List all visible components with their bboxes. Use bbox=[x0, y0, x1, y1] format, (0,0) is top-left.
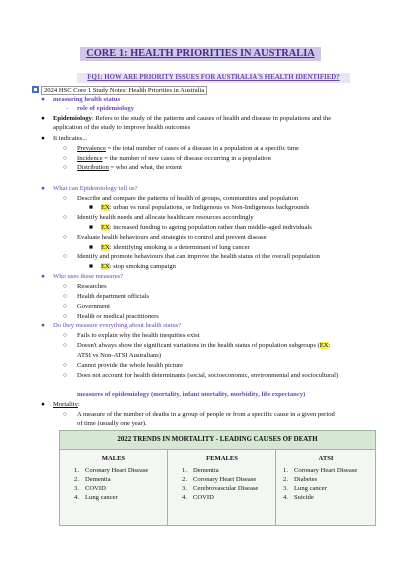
tell-us-item: Identify health needs and allocate healthcare resources accordingly bbox=[77, 214, 254, 221]
bullet: ○ bbox=[63, 313, 67, 320]
females-column bbox=[167, 450, 276, 525]
limitation-item: Cannot provide the whole health picture bbox=[77, 362, 184, 369]
incidence-item bbox=[77, 155, 271, 164]
column-heading: FEMALES bbox=[206, 455, 238, 462]
cause-text: Suicide bbox=[294, 494, 314, 501]
limitation-item: Does not account for health determinants (social, socioeconomic, environmental and sociocultural) bbox=[77, 372, 339, 379]
incidence-text: = the number of new cases of disease occurring in a population bbox=[102, 155, 271, 162]
list-item: 3. Cerebrovascular Disease bbox=[182, 485, 259, 492]
bullet: ● bbox=[41, 322, 45, 329]
bullet: ● bbox=[41, 115, 45, 122]
list-item: 3. Lung cancer bbox=[283, 485, 327, 492]
example-text: : stop smoking campaign bbox=[109, 263, 176, 270]
list-item: 4. COVID bbox=[182, 494, 214, 501]
bullet: ○ bbox=[63, 164, 67, 171]
table-heading: 2022 TRENDS IN MORTALITY - LEADING CAUSES OF DEATH bbox=[60, 431, 375, 450]
ex-label: EX bbox=[319, 342, 329, 349]
cause-text: COVID bbox=[193, 494, 214, 501]
bullet: ○ bbox=[63, 234, 67, 241]
page-title: CORE 1: HEALTH PRIORITIES IN AUSTRALIA bbox=[80, 47, 321, 61]
subheading-measures: measures of epidemiology (mortality, infant mortality, morbidity, life expectancy) bbox=[77, 391, 306, 398]
bullet: ○ bbox=[63, 145, 67, 152]
ex-label: EX bbox=[101, 204, 110, 211]
bullet: ○ bbox=[63, 362, 67, 369]
subheading-role: role of epidemiology bbox=[77, 105, 135, 112]
incidence-term: Incidence bbox=[77, 155, 103, 162]
list-item: 2. Coronary Heart Disease bbox=[182, 476, 257, 483]
bullet: ○ bbox=[63, 214, 67, 221]
cause-text: COVID bbox=[85, 485, 106, 492]
cause-list bbox=[276, 466, 357, 502]
mortality-trends-table bbox=[59, 430, 376, 526]
who-uses-item: Health or medical practitioners bbox=[77, 313, 159, 320]
example-item bbox=[101, 224, 312, 233]
tell-us-item: Evaluate health behaviours and strategies to control and prevent disease bbox=[77, 234, 267, 241]
example-item bbox=[101, 244, 250, 253]
bullet: ○ bbox=[63, 293, 67, 300]
focus-question: FQ1: HOW ARE PRIORITY ISSUES FOR AUSTRALIA'S HEALTH IDENTIFIED? bbox=[77, 73, 350, 83]
cause-text: Dementia bbox=[193, 467, 219, 474]
bullet: ● bbox=[41, 401, 45, 408]
bullet: ■ bbox=[89, 224, 93, 231]
males-column bbox=[60, 450, 167, 525]
cause-text: Lung cancer bbox=[85, 494, 118, 501]
prevalence-term: Prevalence bbox=[77, 145, 106, 152]
mortality-term: Mortality bbox=[53, 401, 78, 408]
bullet: ● bbox=[41, 96, 45, 103]
section-heading-tell-us: What can Epidemiology tell us? bbox=[53, 185, 138, 192]
distribution-item bbox=[77, 164, 182, 173]
bullet: ○ bbox=[63, 253, 67, 260]
list-item: 2. Diabetes bbox=[283, 476, 318, 483]
limitation-text: : bbox=[328, 342, 331, 349]
ex-label: EX bbox=[101, 224, 110, 231]
prevalence-text: = the total number of cases of a disease in a population at a specific time bbox=[105, 145, 299, 152]
list-item: 3. COVID bbox=[74, 485, 106, 492]
ex-label: EX bbox=[101, 263, 110, 270]
bullet: ○ bbox=[63, 372, 67, 379]
cause-list bbox=[60, 466, 148, 502]
epidemiology-definition bbox=[53, 115, 331, 124]
column-heading: MALES bbox=[101, 455, 126, 462]
bullet: ○ bbox=[63, 411, 67, 418]
bullet: ○ bbox=[63, 283, 67, 290]
mortality-definition: A measure of the number of deaths in a group of people or from a specific cause in a given period bbox=[77, 411, 335, 418]
bullet: ● bbox=[41, 273, 45, 280]
bullet: ○ bbox=[63, 155, 67, 162]
list-item: 4. Suicide bbox=[283, 494, 314, 501]
list-item: 1. Coronary Heart Disease bbox=[283, 467, 358, 474]
who-uses-item: Researches bbox=[77, 283, 107, 290]
cause-text: Dementia bbox=[85, 476, 111, 483]
document-link-icon bbox=[32, 86, 39, 93]
who-uses-item: Government bbox=[77, 303, 110, 310]
bullet: ○ bbox=[63, 195, 67, 202]
definition-text-cont: application of the study to improve health outcomes bbox=[53, 124, 191, 131]
mortality-term-line bbox=[53, 401, 80, 410]
bullet: ■ bbox=[89, 263, 93, 270]
list-item: 2. Dementia bbox=[74, 476, 111, 483]
cause-text: Cerebrovascular Disease bbox=[193, 485, 259, 492]
limitation-text-cont: ATSI vs Non-ATSI Australians) bbox=[77, 352, 162, 359]
example-text: : increased funding to ageing population rather than middle-aged individuals bbox=[109, 224, 312, 231]
mortality-colon: : bbox=[77, 401, 80, 408]
prevalence-item bbox=[77, 145, 299, 154]
atsi-column bbox=[275, 450, 376, 525]
reference-chip[interactable]: 2024 HSC Core 1 Study Notes: Health Priorities in Australia bbox=[41, 86, 207, 95]
bullet: ○ bbox=[63, 303, 67, 310]
ex-label: EX bbox=[101, 244, 110, 251]
who-uses-item: Health department officials bbox=[77, 293, 150, 300]
cause-text: Diabetes bbox=[294, 476, 318, 483]
bullet: ○ bbox=[63, 342, 67, 349]
indicates-text: It indicates... bbox=[53, 135, 88, 142]
tell-us-item: Describe and compare the patterns of health of groups, communities and population bbox=[77, 195, 299, 202]
example-item bbox=[101, 204, 309, 213]
limitation-item: Fails to explain why the health inequities exist bbox=[77, 332, 200, 339]
cause-text: Lung cancer bbox=[294, 485, 327, 492]
definition-text: : Refers to the study of the patterns and causes of health and disease in populations and the bbox=[91, 115, 332, 122]
section-heading-who-uses: Who uses these measures? bbox=[53, 273, 124, 280]
cause-text: Coronary Heart Disease bbox=[85, 467, 149, 474]
section-heading-measuring: measuring health status bbox=[53, 96, 121, 103]
bullet: ○ bbox=[63, 332, 67, 339]
dash-bullet: - bbox=[66, 105, 69, 112]
limitation-item bbox=[77, 342, 330, 351]
bullet: ● bbox=[41, 135, 45, 142]
section-heading-measure-all: Do they measure everything about health status? bbox=[53, 322, 182, 329]
mortality-definition-cont: of time (usually one year). bbox=[77, 420, 147, 427]
example-text: : urban vs rural populations, or Indigenous vs Non-Indigenous backgrounds bbox=[109, 204, 310, 211]
cause-text: Coronary Heart Disease bbox=[294, 467, 358, 474]
column-heading: ATSI bbox=[318, 455, 334, 462]
list-item: 4. Lung cancer bbox=[74, 494, 118, 501]
definition-term: Epidemiology bbox=[53, 115, 92, 122]
tell-us-item: Identify and promote behaviours that can improve the health status of the overall population bbox=[77, 253, 320, 260]
list-item: 1. Dementia bbox=[182, 467, 219, 474]
example-text: : identifying smoking is a determinant of lung cancer bbox=[109, 244, 250, 251]
bullet: ■ bbox=[89, 204, 93, 211]
example-item bbox=[101, 263, 176, 272]
distribution-text: = who and what, the extent bbox=[108, 164, 182, 171]
list-item: 1. Coronary Heart Disease bbox=[74, 467, 149, 474]
limitation-text: Doesn't always show the significant variations in the health status of population subgroups ( bbox=[77, 342, 320, 349]
bullet: ● bbox=[41, 185, 45, 192]
distribution-term: Distribution bbox=[77, 164, 109, 171]
study-notes-reference[interactable] bbox=[32, 86, 207, 96]
bullet: ■ bbox=[89, 244, 93, 251]
table-body bbox=[60, 450, 375, 525]
cause-text: Coronary Heart Disease bbox=[193, 476, 257, 483]
cause-list bbox=[168, 466, 258, 502]
